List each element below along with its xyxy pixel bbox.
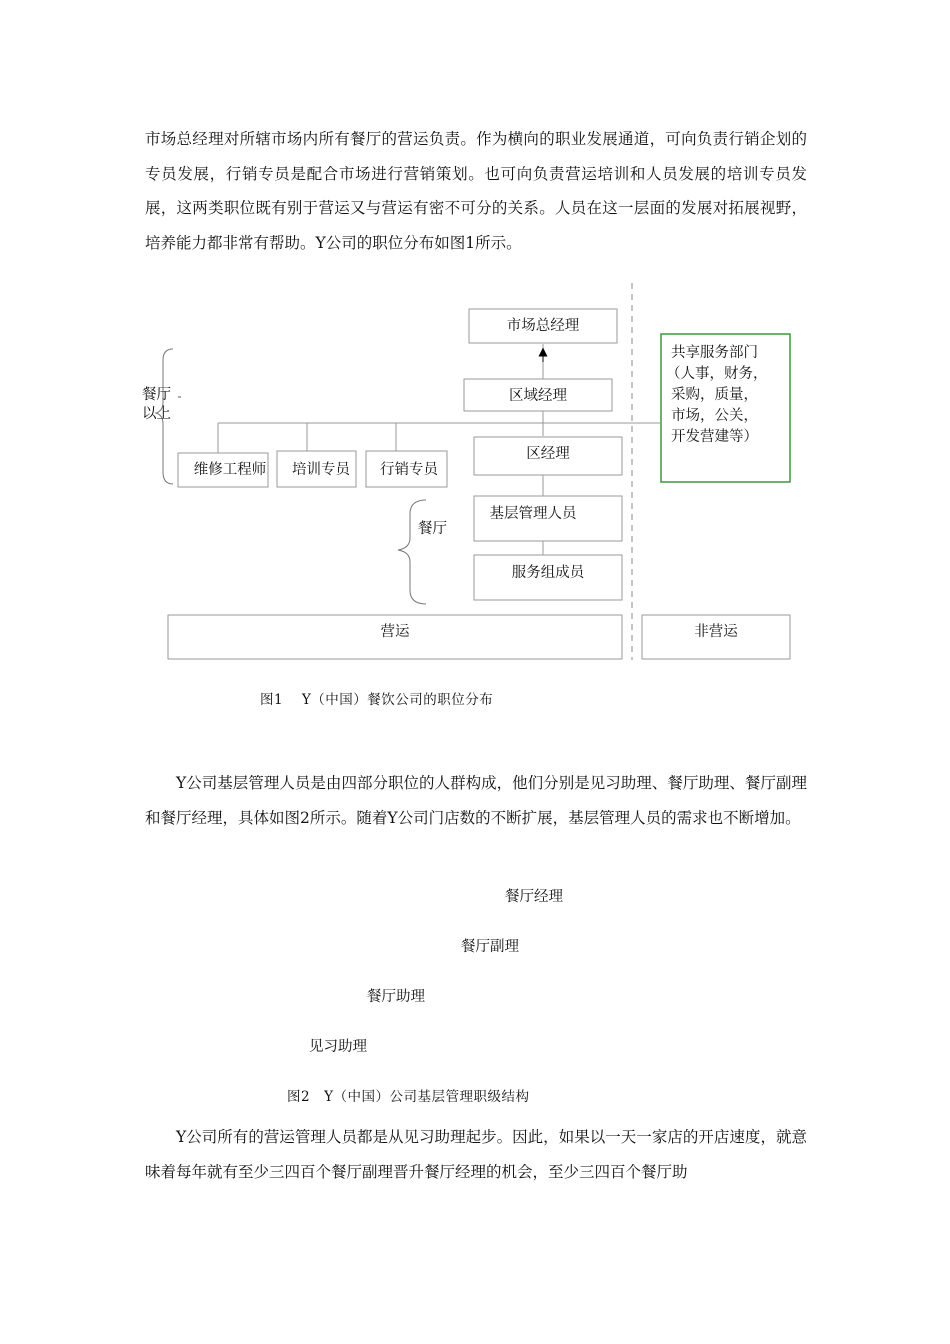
ladder-restaurant-assistant: 餐厅助理 [367, 989, 425, 1005]
label-operations: 营运 [380, 624, 410, 640]
label-non-operations: 非营运 [694, 624, 738, 640]
label-market-gm: 市场总经理 [506, 318, 580, 334]
label-training-specialist: 培训专员 [292, 462, 350, 478]
figure-2-caption: 图2 Y（中国）公司基层管理职级结构 [287, 1089, 530, 1105]
label-area-manager: 区经理 [526, 446, 570, 462]
shared-services-line-2: （人事，财务， [666, 366, 768, 382]
shared-services-line-1: 共享服务部门 [671, 345, 758, 361]
bracket-label-above-restaurant-1: 餐厅 [142, 387, 171, 403]
paragraph-1: 市场总经理对所辖市场内所有餐厅的营运负责。作为横向的职业发展通道，可向负责行销企划的专员发展，行销专员是配合市场进行营销策划。也可向负责营运培训和人员发展的培训专员发展，这两类职位既有别于营运又与营运有密不可分的关系。人员在这一层面的发展对拓展视野，培养能力都非常有帮助。Y公司的职位分布如图1所示。 [145, 130, 807, 252]
figure-1-caption: 图1 Y（中国）餐饮公司的职位分布 [260, 692, 494, 708]
ladder-assistant-manager: 餐厅副理 [461, 939, 519, 955]
label-marketing-specialist: 行销专员 [380, 462, 438, 478]
label-maintenance-engineer: 维修工程师 [193, 462, 267, 478]
ladder-trainee-assistant: 见习助理 [309, 1039, 367, 1055]
ladder-restaurant-manager: 餐厅经理 [505, 889, 563, 905]
paragraph-3: Y公司所有的营运管理人员都是从见习助理起步。因此，如果以一天一家店的开店速度，就意味着每年就有至少三四百个餐厅副理晋升餐厅经理的机会，至少三四百个餐厅助 [145, 1128, 807, 1181]
bracket-restaurant [398, 500, 426, 604]
paragraph-2: Y公司基层管理人员是由四部分职位的人群构成，他们分别是见习助理、餐厅助理、餐厅副理和餐厅经理，具体如图2所示。随着Y公司门店数的不断扩展，基层管理人员的需求也不断增加。 [145, 774, 807, 827]
label-service-crew: 服务组成员 [511, 565, 585, 581]
label-regional-manager: 区域经理 [509, 388, 567, 404]
shared-services-line-4: 市场，公关， [671, 408, 758, 424]
shared-services-line-3: 采购，质量， [671, 387, 758, 403]
shared-services-line-5: 开发营建等） [671, 429, 758, 445]
bracket-label-restaurant: 餐厅 [418, 521, 447, 537]
bracket-label-above-restaurant-2: 以上 [142, 406, 171, 422]
label-frontline-manager: 基层管理人员 [489, 506, 577, 522]
